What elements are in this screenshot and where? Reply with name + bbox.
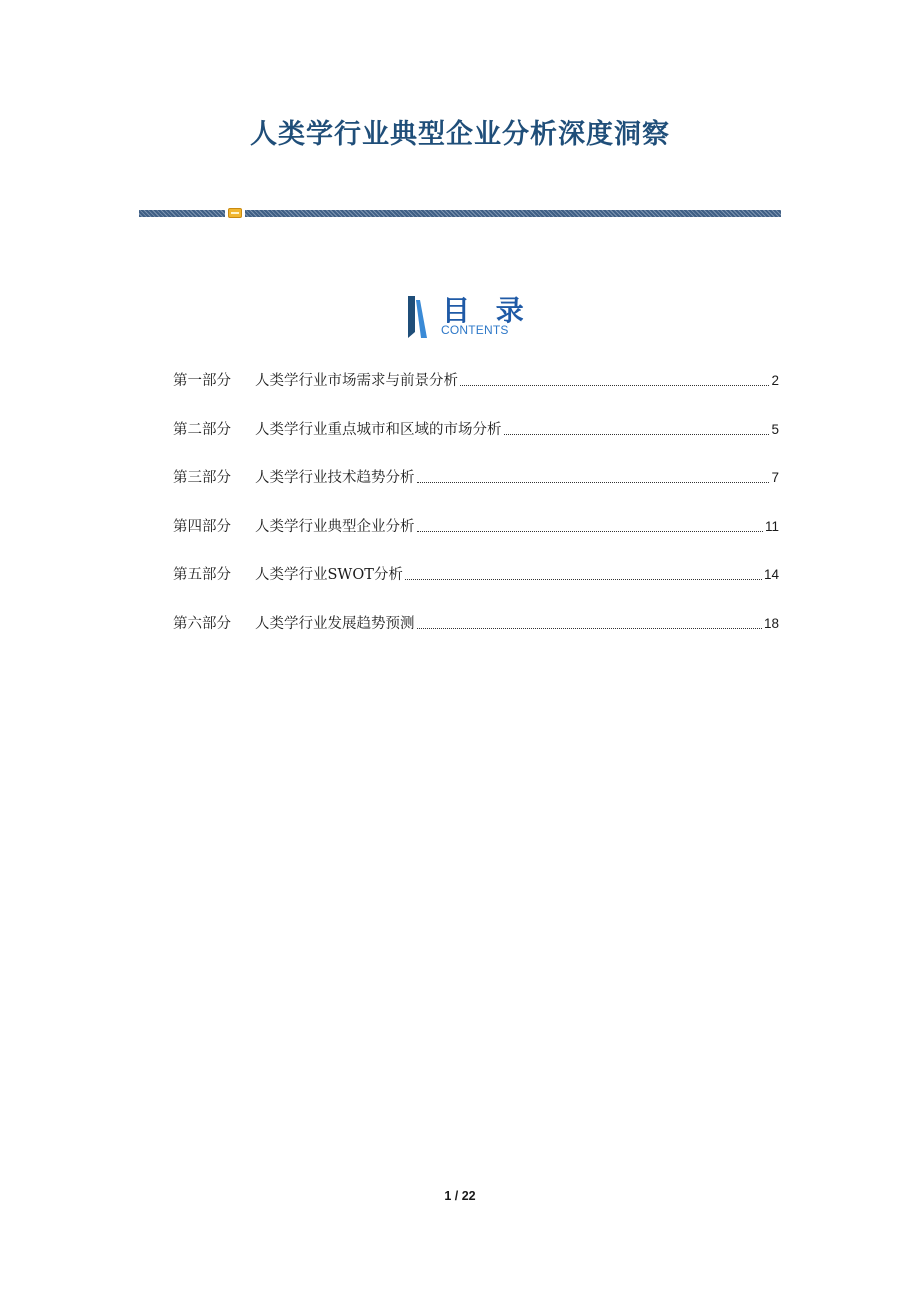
toc-entry-part: 第四部分 <box>173 518 231 535</box>
toc-entry-part: 第二部分 <box>173 421 231 438</box>
toc-list <box>173 367 779 658</box>
toc-header <box>404 292 532 342</box>
toc-entry-leader <box>460 385 769 386</box>
toc-entry-page: 11 <box>764 518 779 534</box>
toc-entry-page: 7 <box>771 470 779 485</box>
toc-entry-2[interactable] <box>173 416 779 440</box>
toc-subheading: CONTENTS <box>441 323 509 337</box>
toc-entry-part: 第六部分 <box>173 615 231 632</box>
toc-entry-3[interactable] <box>173 464 779 488</box>
toc-entry-title: 人类学行业重点城市和区域的市场分析 <box>255 421 502 438</box>
toc-entry-4[interactable] <box>173 513 779 537</box>
toc-entry-title: 人类学行业SWOT分析 <box>255 567 403 583</box>
divider-emblem-icon <box>228 208 242 218</box>
toc-entry-page: 5 <box>771 421 779 437</box>
toc-entry-leader <box>417 531 763 532</box>
toc-entry-title: 人类学行业发展趋势预测 <box>255 615 415 632</box>
toc-entry-title: 人类学行业技术趋势分析 <box>255 470 415 486</box>
page-indicator: 1 / 22 <box>444 1189 476 1203</box>
toc-entry-leader <box>504 434 770 435</box>
page-title: 人类学行业典型企业分析深度洞察 <box>250 119 670 150</box>
title-divider <box>139 208 781 218</box>
divider-bar-left <box>139 210 225 217</box>
toc-entry-leader <box>417 628 762 629</box>
toc-entry-title: 人类学行业典型企业分析 <box>255 518 415 535</box>
toc-entry-1[interactable] <box>173 367 779 391</box>
toc-entry-page: 18 <box>763 615 779 631</box>
toc-entry-part: 第五部分 <box>173 567 231 583</box>
toc-entry-page: 2 <box>771 373 779 388</box>
toc-heading: 目 录 <box>442 294 532 327</box>
toc-entry-5[interactable] <box>173 561 779 585</box>
toc-bookmark-icon <box>406 296 428 338</box>
toc-entry-title: 人类学行业市场需求与前景分析 <box>255 373 458 389</box>
toc-entry-part: 第三部分 <box>173 470 231 486</box>
toc-entry-6[interactable] <box>173 610 779 634</box>
toc-entry-page: 14 <box>763 567 779 582</box>
toc-entry-leader <box>405 579 762 580</box>
divider-bar-right <box>245 210 781 217</box>
toc-entry-leader <box>417 482 770 483</box>
toc-entry-part: 第一部分 <box>173 373 231 389</box>
